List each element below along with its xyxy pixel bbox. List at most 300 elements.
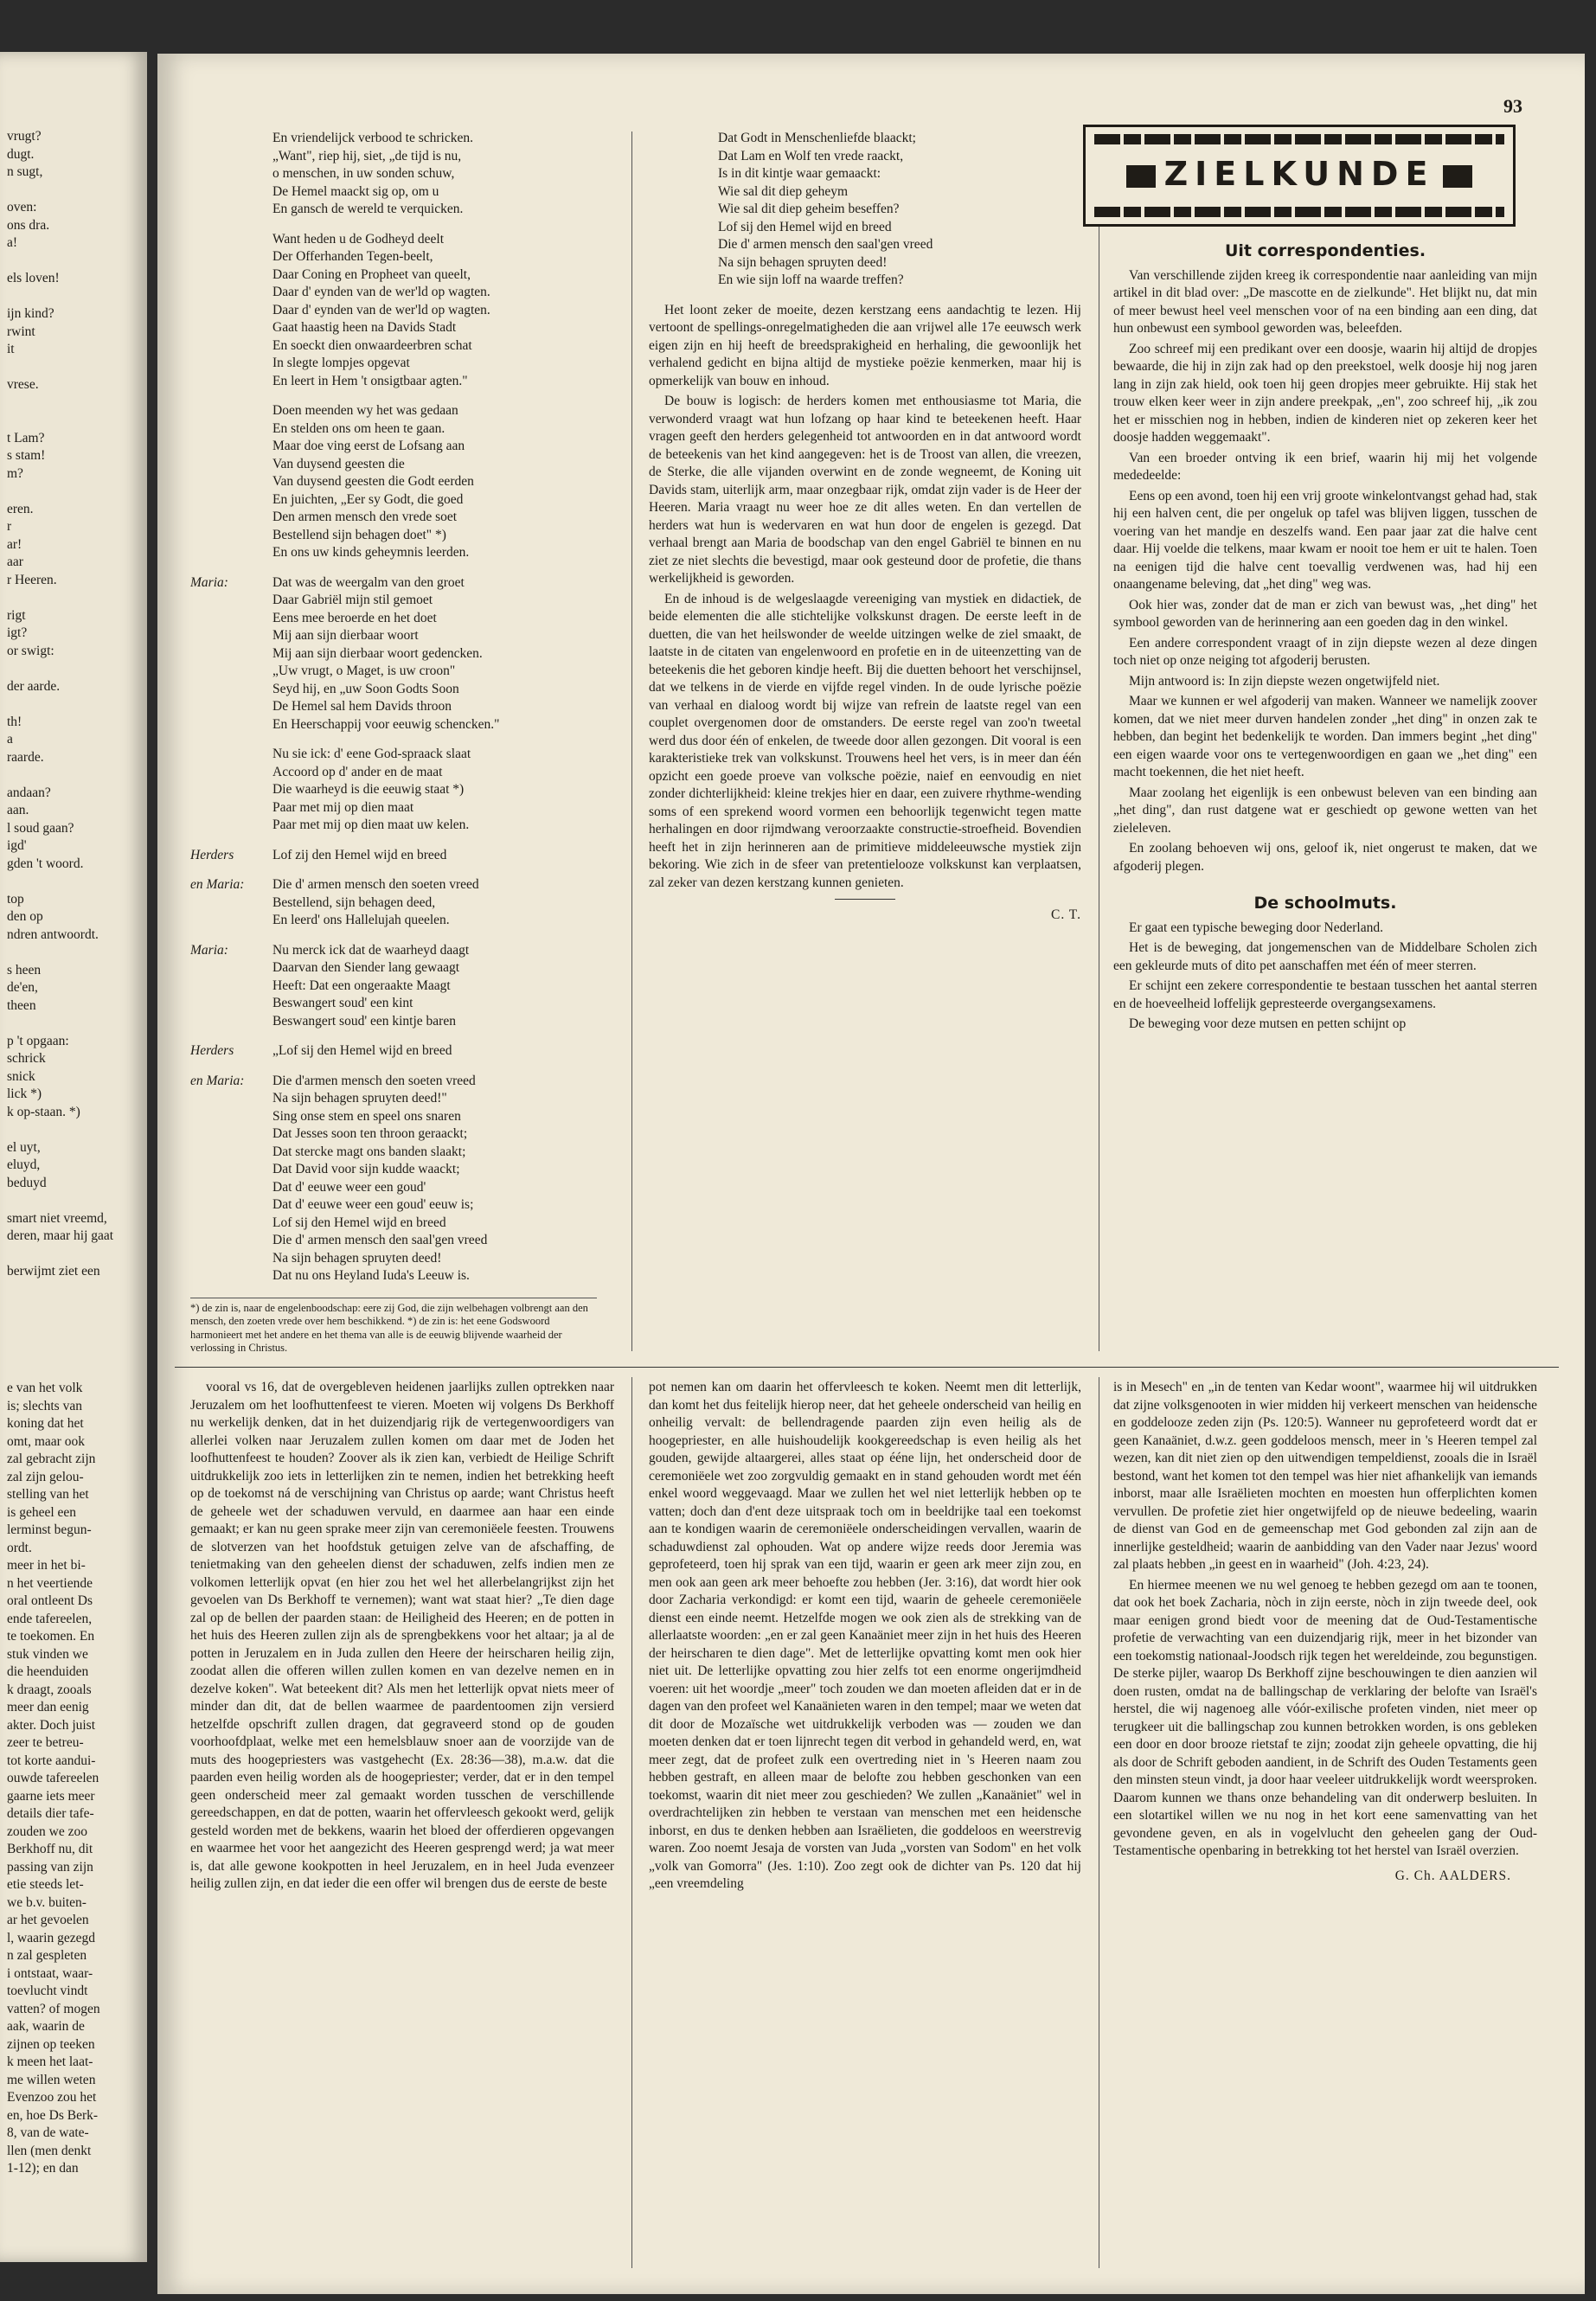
verse-line: lick *)	[7, 1086, 42, 1101]
verse-line: tot korte aandui-	[7, 1753, 96, 1768]
verse-line: i ontstaat, waar-	[7, 1965, 93, 1981]
dialogue-line	[190, 716, 597, 734]
verse-line: vrugt?	[7, 129, 42, 144]
verse-line: En leert in Hem 't onsigtbaar agten."	[272, 373, 468, 388]
right-page	[157, 54, 1585, 2294]
speaker-label	[190, 1215, 272, 1233]
verse-line: Paar met mij op dien maat	[272, 799, 414, 815]
dialogue-line	[190, 627, 597, 645]
verse-line: ons dra.	[7, 217, 50, 233]
verse-line	[7, 589, 145, 607]
verse-line: Wie sal dit diep geheym	[718, 183, 849, 199]
zielkunde-header	[1083, 125, 1516, 227]
ornament-block	[1443, 165, 1472, 188]
verse-line: aar	[7, 554, 23, 569]
schoolmuts-text	[1113, 920, 1537, 1034]
verse-line	[7, 660, 145, 678]
verse-line	[7, 182, 145, 200]
speaker-label	[190, 1267, 272, 1285]
speaker-label	[190, 627, 272, 645]
verse-line: Bestellend sijn behagen doet" *)	[272, 527, 446, 542]
dialogue-line	[190, 912, 597, 930]
bottom-column-2	[649, 1379, 1081, 2270]
verse-line: s heen	[7, 962, 42, 977]
verse-line: stelling van het	[7, 1487, 89, 1502]
verse-line: 1-12); en dan	[7, 2161, 79, 2176]
verse-line	[7, 1015, 145, 1033]
verse-line: Wie sal dit diep geheim beseffen?	[718, 202, 900, 216]
verse-line: igd'	[7, 838, 27, 853]
verse-line: En vriendelijck verbood te schricken.	[272, 131, 473, 145]
heading-correspondenties: Uit correspondenties.	[1224, 241, 1426, 260]
verse-line: Nu sie ick: d' eene God-spraack slaat	[272, 747, 471, 761]
verse-line: en, hoe Ds Berk-	[7, 2107, 99, 2123]
verse-line: te toekomen. En	[7, 1629, 95, 1644]
bottom-text: En hiermee meenen we nu wel genoeg te hebben gezegd om aan te toonen, dat ook het boek Zacharia, nòch in zijn eerste, nòch in zijn tweede deel, ook maar eenigen grond biedt voor de meening dat de Oud-Testamentische profetie de verwachting van een duizendjarig rijk, meer in het bizonder van een toekomstig nationaal-Joodsch rijk tegen het wereldeinde, zou begunstigen. De sterke pijler, waarop Ds Berkhoff zijne beschouwingen te dien aanzien wil doen rusten, omdat na de ballingschap de verklaring der belofte van Israël's herstel, die wij nagenoeg alle vóór-exilische profeten vinden, niet meer op terugkeer uit die ballingschap zou kunnen betrokken worden, is ons gebleken een door en door brooze rietstaf te zijn; zoodat zijn geheele opvatting, die hij als door de Schrift geboden aandient, in de Schrift des Ouden Testaments geen den minsten steun vindt, ja door haar veeleer uitdrukkelijk wordt weersproken. Daarom kunnen we thans onze behandeling van dit onderwerp besluiten. In een slotartikel willen we nu nog in het kort eene samenvatting van het gevondene geven, en als in vogelvlucht den geheelen gang der Oud-Testamentische openbaring in betrekking tot het herstel van Israël overzien.	[1113, 1577, 1537, 1858]
verse-line: „Uw vrugt, o Maget, is uw croon"	[272, 663, 456, 678]
verse-block	[190, 231, 597, 391]
speaker-label	[190, 610, 272, 628]
verse-line	[7, 394, 145, 413]
paragraph: Een andere correspondent vraagt of in zijn diepste wezen al deze dingen toch niet op onze neiging tot afgoderij berusten.	[1113, 635, 1537, 668]
zielkunde-column	[1113, 234, 1537, 1358]
paragraph: En zoolang behoeven wij ons, geloof ik, niet ongerust te maken, dat we afgoderij plegen.	[1113, 841, 1537, 874]
speaker-label: Herders	[190, 1043, 234, 1058]
dialogue-line	[190, 698, 597, 716]
speaker-label	[190, 681, 272, 699]
speaker-label	[190, 977, 272, 996]
verse-line: Dat Lam en Wolf ten vrede raackt,	[718, 148, 904, 163]
verse-line: is geheel een	[7, 1504, 77, 1520]
speaker-label: en Maria:	[190, 1073, 245, 1088]
verse-line: oven:	[7, 200, 37, 215]
paragraph: Mijn antwoord is: In zijn diepste wezen ongetwijfeld niet.	[1129, 673, 1440, 689]
verse-line: Paar met mij op dien maat uw kelen.	[272, 817, 470, 832]
dialogue-line	[190, 1090, 597, 1108]
verse-line: m?	[7, 465, 23, 481]
verse-line: or swigt:	[7, 643, 54, 658]
bottom-column-1	[190, 1379, 614, 2270]
dialogue-line	[190, 847, 597, 865]
dialogue-line	[190, 681, 597, 699]
dialogue-line	[190, 1013, 597, 1031]
verse-line: Na sijn behagen spruyten deed!	[718, 254, 888, 270]
verse-line: ordt.	[7, 1540, 32, 1555]
horizontal-rule	[175, 1367, 1559, 1368]
dialogue-line	[190, 1108, 597, 1126]
paragraph: Van verschillende zijden kreeg ik correspondentie naar aanleiding van mijn artikel in dit blad over: „De mascotte en de zielkunde". Het blijkt nu, dat min of meer bewust heel veel menschen voor of na een binding aan een ding, dat hun onbewust een symbool geworden was, beleefden.	[1113, 267, 1537, 336]
page-number: 93	[1503, 95, 1522, 117]
paragraph: Er gaat een typische beweging door Nederland.	[1129, 920, 1383, 935]
verse-line: omt, maar ook	[7, 1433, 85, 1449]
bottom-text: vooral vs 16, dat de overgebleven heidenen jaarlijks zullen optrekken naar Jeruzalem om het loofhuttenfeest te vieren. Moeten wij volgens Ds Berkhoff nu werkelijk denken, dat in het duizendjarig rijk de vertegenwoordigers van allerlei volken naar Jeruzalem zullen komen om daar met de Joden het loofhuttenfeest te houden? Zoover als ik zien kan, verbiedt de Heilige Schrift uitdrukkelijk zoo iets in letterlijken zin te nemen, indien het betrekking heeft op de toekomst ná de verschijning van Christus op aarde; want Christus heeft de geheele wet der schaduwen vervuld, en daarmee aan haar een einde gemaakt; er kan nu geen sprake meer zijn van ceremoniëele feesten. Trouwens de slotverzen van het hoofdstuk getuigen zelve van de afschaffing, de tenietmaking van den geheelen dienst der schaduwen, zelfs indien men ze volkomen letterlijk opvat (en hier zou het wel het allerbelangrijkst zijn het gevoelen van Ds Berkhoff te vernemen); want wat staat hier? „Te dien dage zal op de bellen der paarden staan: de Heiligheid des Heeren; en de potten in het huis des Heeren zullen zijn als de sprengbekkens voor het altaar; ja al de potten in Jeruzalem en in Juda zullen den Heere der heirscharen heilig zijn, zoodat allen die offeren willen zullen komen en van dezelve nemen en in dezelve koken". Wat beteekent dit? Als men het letterlijk opvat niets meer of minder dan dit, dat de bellen waarmee de paardentoomen zijn versierd hetzelfde opschrift zullen dragen, dat gegraveerd stond op de gouden voorhoofdplaat, welke met een hemelsblauw snoer aan de voorzijde van de muts des hoogepriesters was vastgehecht (Ex. 28:36—38), m.a.w. dat die paarden even heilig worden als de hoogepriester; verder, dat er in den tempel geen onderscheid meer zal gemaakt worden tusschen de verschillende gereedschappen, en dat de potten, waarin het offervleesch gekookt werd, gelijk gesteld worden met de bekkens, waarin het bloed der offerdieren opgevangen en waarmee het voor het aangezicht des Heeren gesprengd werd; ja wat meer is, dat alle gewone kookpotten in heel Jeruzalem, en in heel Juda evenzeer heilig zullen zijn, en dat ieder die een offer wil brengen dus de eerste de beste	[190, 1380, 614, 1891]
verse-line: e van het volk	[7, 1381, 83, 1395]
verse-line: zouden we zoo	[7, 1823, 87, 1839]
verse-line: Die d' armen mensch den soeten vreed	[272, 877, 479, 892]
verse-line: top	[7, 891, 24, 907]
verse-line	[7, 359, 145, 377]
paragraph: Ook hier was, zonder dat de man er zich van bewust was, „het ding" het symbool geworden van de herinnering aan een goeden dag in den winkel.	[1113, 597, 1537, 630]
left-page-top-fragments	[7, 128, 145, 1356]
verse-line: En stelden ons om heen te gaan.	[272, 420, 445, 436]
verse-line: it	[7, 342, 15, 356]
verse-line: k meen het laat-	[7, 2054, 93, 2069]
verse-line: Is in dit kintje waar gemaackt:	[718, 166, 881, 181]
verse-line: passing van zijn	[7, 1859, 93, 1875]
verse-line: s stam!	[7, 448, 46, 463]
dialogue-line	[190, 1073, 597, 1091]
verse-line: snick	[7, 1068, 35, 1084]
verse-line: ijn kind?	[7, 306, 54, 321]
bottom-text: pot nemen kan om daarin het offervleesch te koken. Neemt men dit letterlijk, dan komt het dus feitelijk hierop neer, dat het geheele onderscheid van heilig en onheilig vervalt: de bellendragende paarden zijn even heilig als de hoogepriester, en alle huishoudelijk kookgereedschap is even heilig als het gouden, gewijde altaargerei, alles staat op ééne lijn, het onderscheid door de ceremoniëele wet zoo zorgvuldig gemaakt en in stand gehouden wordt met één enkel woord weggevaagd. Maar we zullen het wel niet letterlijk hebben op te vatten; doch dan d'ent deze uitspraak toch om in beeldrijke taal een toekomst aan te kondigen waarin de ceremoniëele onderscheidingen vervallen, waarin de schaduwdienst zal ophouden. Wat op andere wijze reeds door Jeremia was geprofeteerd, toen hij sprak van een tijd, waarin er geen ark meer zijn zou, en men ook aan geen ark meer behoefte zou hebben (Jer. 3:16), dat wordt hier ook door Zacharia verkondigd: er komt een tijd, waarin de geheele ceremoniëele dienst een einde neemt. Hetzelfde mogen we ook zien als de strekking van de allerlaatste woorden: „en er zal geen Kanaäniet meer zijn in het huis des Heeren der heirscharen te dien dage". Met de letterlijke opvatting komt men ook hier niet uit. De letterlijke opvatting zou hier zelfs tot een enorme ongerijmdheid voeren: uit het woordje „meer" toch zouden we dan moeten afleiden dat er in de dagen van den profeet wel Kanaänieten waren in den tempel; maar we weten dat dit door de Mozaïsche wet uitdrukkelijk verboden was — zouden we dan moeten denken dat er toen lijnrecht tegen dit verbod in gehandeld werd, en, wat meer zegt, dat de profeet zulk een overtreding niet in 's Heeren naam zou hebben gestraft, en alleen maar de belofte zou hebben geschonken van een toekomst, waarin dit niet meer zou geschieden? We zullen „Kanaäniet" wel in overdrachtelijken zin hebben te verstaan van menschen met een heidensche inborst, en dus te denken hebben aan Israëlieten, die goddeloos en weerstrevig waren. Zoo noemt Jesaja de vorsten van Juda „vorsten van Sodom" en het volk „volk van Gomorra" (Jes. 1:10). Zoo zegt ook de dichter van Ps. 120 dat hij „een vreemdeling	[649, 1380, 1081, 1891]
verse-line: stuk vinden we	[7, 1646, 88, 1662]
speaker-label	[190, 645, 272, 663]
verse-line	[7, 1246, 145, 1264]
verse-line	[7, 288, 145, 306]
verse-line: schrick	[7, 1051, 46, 1066]
verse-line: oral ontleent Ds	[7, 1593, 93, 1608]
speaker-label	[190, 592, 272, 610]
verse-line: els loven!	[7, 271, 60, 285]
verse-line: zeer te betreu-	[7, 1735, 84, 1750]
verse-line: beduyd	[7, 1175, 47, 1190]
verse-line: raarde.	[7, 749, 44, 765]
dialogue-line	[190, 1042, 597, 1061]
verse-line: 8, van de wate-	[7, 2125, 89, 2140]
verse-line: rigt	[7, 607, 26, 623]
speaker-label	[190, 799, 272, 817]
verse-line: „Lof sij den Hemel wijd en breed	[272, 1043, 452, 1058]
paragraph: Eens op een avond, toen hij een vrij groote winkelontvangst gehad had, stak hij een halven cent, die per ongeluk op tafel was blijven liggen, tusschen de voering van het mandje en deszelfs wand. Een paar jaar zat die halve cent daar. Hij voelde die telkens, maar kwam er nooit toe hem er uit te halen. Toen na eenigen tijd die halve cent toevallig verdwenen was, had hij een onaangename beleving, dat „het ding" weg was.	[1113, 488, 1537, 592]
paragraph: Het is de beweging, dat jongemenschen van de Middelbare Scholen zich een gekleurde muts of dito pet aanschaffen met één of meer sterren.	[1113, 940, 1537, 973]
dialogue-line	[190, 592, 597, 610]
dialogue-line	[190, 1232, 597, 1250]
verse-line: Die d' armen mensch den saal'gen vreed	[718, 237, 933, 252]
dialogue-line	[190, 1250, 597, 1268]
paragraph: Er schijnt een zekere correspondentie te bestaan tusschen het aantal sterren en de hoeveelheid loffelijk gepresteerde overgangsexamens.	[1113, 978, 1537, 1011]
dialogue-line	[190, 663, 597, 681]
paragraph: Van een broeder ontving ik een brief, waarin hij mij het volgende mededeelde:	[1113, 450, 1537, 483]
speaker-label	[190, 698, 272, 716]
paragraph: Maar zoolang het eigenlijk is een onbewust beleven van een binding aan „het ding", dan rust datgene wat er geschiedt op gewone wetten van het zieleleven.	[1113, 785, 1537, 836]
speaker-label	[190, 716, 272, 734]
verse-line: el uyt,	[7, 1139, 41, 1155]
verse-line: Maar doe ving eerst de Lofsang aan	[272, 439, 465, 453]
verse-line: Nu merck ick dat de waarheyd daagt	[272, 942, 470, 958]
verse-line: we b.v. buiten-	[7, 1894, 87, 1910]
verse-line: a	[7, 732, 13, 747]
verse-line: me willen weten	[7, 2072, 96, 2087]
verse-line	[7, 1121, 145, 1139]
verse-line: Evenzoo zou het	[7, 2090, 97, 2105]
verse-line: aan.	[7, 803, 29, 817]
verse-line: Dat d' eeuwe weer een goud'	[272, 1179, 426, 1195]
verse-line	[7, 253, 145, 271]
section-title-text: ZIELKUNDE	[1163, 155, 1435, 193]
speaker-label	[190, 746, 272, 764]
verse-line: Eens mee beroerde en het doet	[272, 610, 437, 625]
verse-line: Daar Gabriël mijn stil gemoet	[272, 593, 433, 607]
paragraph: En de inhoud is de welgeslaagde vereeniging van mystiek en didactiek, de beide elementen die alle stichtelijke volkskunst dragen. De eerste leeft in de duetten, die van het heilswonder de weelde uitzingen welke de ziel smaakt, de laatste in de citaten van engelenwoord en profetie en in de uiteenzetting van de beteekenis die het geboren kindje heeft. Bij die duetten behoort het verschijnsel, dat we telkens in de vierde en vijfde regel vinden. In de oude lyrische poëzie van verhaal en dialoog wordt bij wijze van refrein de laatste regel van een couplet overgenomen door de omstanders. De eerste regel van zoo'n tweetal werd dus door één of enkelen, de tweede door allen gezongen. Dit vooral is een karakteristieke trek van volkskunst. Trouwens heel het vers, is in meer dan één opzicht een goede proeve van volksche poëzie, naief en eenvoudig en niet zonder dichterlijkheid: kleine trekjes hier en daar, een zuivere rhythme-wending soms of een sprekend woord vormen een behoorlijk tegenwicht tegen matte herhalingen en door rijmdwang veroorzaakte constructie-stroefheid. Bovendien heeft het in zijn herinneren aan de primitieve middeleeuwsche mystiek zijn bekoring. Wie zich in de sfeer van pretentielooze volkskunst kan verplaatsen, zal zeker van dezen kerstzang kunnen genieten.	[649, 591, 1081, 890]
verse-line: aak, waarin de	[7, 2019, 85, 2034]
verse-line: Die waarheyd is die eeuwig staat *)	[272, 782, 465, 797]
dialogue-line	[190, 876, 597, 894]
verse-line: die heenduiden	[7, 1664, 89, 1679]
verse-line: Dat stercke magt ons banden slaakt;	[272, 1144, 466, 1159]
dialogue-line	[190, 894, 597, 913]
verse-line: akter. Doch juist	[7, 1717, 96, 1733]
paragraph: Het loont zeker de moeite, dezen kerstzang eens aandachtig te lezen. Hij vertoont de spellings-onregelmatigheden die aan vrijwel alle 17e eeuwsch werk eigen zijn en hij heeft de breedsprakigheid en herhaling, die gewoonlijk het verhalend gedicht en bijna altijd de mystieke poëzie kenmerken, maar hij is opmerkelijk van bouw en inhoud.	[649, 302, 1081, 388]
paragraph: De bouw is logisch: de herders komen met enthousiasme tot Maria, die verwonderd vraagt wat hun lofzang op haar kind te beteekenen heeft. Haar vragen geeft den herders gelegenheid tot antwoorden en in dat antwoord wordt de beteekenis van het kind aangegeven: het is de Troost van allen, die vreezen, de Sterke, die alle vijanden overwint en de zonde wegneemt, de Koning uit Davids stam, uiterlijk arm, maar onzegbaar rijk, omdat zijn vader is de Heer der Heeren. Maria vraagt nu weer hoe ze dit alles weten. En dan vertellen de herders wat hun is wedervaren en wat hun door de engelen is gezegd. Dat verhaal brengt aan Maria de boodschap van den engel Gabriël te binnen en nu ziet ze niet slechts die bevestigd, maar ook gesteund door de profetie, die thans werkelijkheid is geworden.	[649, 394, 1081, 586]
verse-line: details dier tafe-	[7, 1806, 94, 1821]
verse-line: Lof sij den Hemel wijd en breed	[272, 1215, 446, 1230]
dialogue-line	[190, 942, 597, 960]
verse-line: In slegte lompjes opgevat	[272, 356, 410, 370]
verse-line: En leerd' ons Hallelujah queelen.	[272, 913, 450, 927]
verse-line	[7, 873, 145, 891]
verse-line: Daarvan den Siender lang gewaagt	[272, 960, 460, 975]
verse-line: toevlucht vindt	[7, 1984, 88, 1998]
verse-line: t Lam?	[7, 430, 45, 445]
verse-line	[7, 412, 145, 430]
dialogue-line	[190, 1144, 597, 1162]
dialogue-block	[190, 1073, 597, 1285]
verse-line: Dat d' eeuwe weer een goud' eeuw is;	[272, 1197, 474, 1212]
ornament-bar	[1094, 207, 1504, 217]
speaker-label: en Maria:	[190, 877, 245, 892]
speaker-label	[190, 1013, 272, 1031]
speaker-label	[190, 781, 272, 799]
speaker-label	[190, 959, 272, 977]
ornament-block	[1126, 165, 1156, 188]
verse-line: zal gebracht zijn	[7, 1452, 96, 1466]
verse-line: Daar d' eynden van de wer'ld op wagten.	[272, 285, 490, 299]
verse-line: theen	[7, 997, 36, 1013]
speaker-label	[190, 663, 272, 681]
speaker-label	[190, 1179, 272, 1197]
verse-line: Dat David voor sijn kudde waackt;	[272, 1162, 460, 1176]
speaker-label: Maria:	[190, 574, 228, 590]
verse-line: Van duysend geesten die	[272, 456, 405, 471]
poem-footnote: *) de zin is, naar de engelenboodschap: eere zij God, die zijn welbehagen volbrengt aan den mensch, den zoeten vrede over hem beschikkend. *) de zin is: het eene Godswoord harmonieert met het andere en het thema van alle is de eeuwig blijvende waarheid der verlossing in Christus.	[190, 1298, 597, 1356]
verse-line: Na sijn behagen spruyten deed!	[272, 1250, 442, 1266]
dialogue-line	[190, 1161, 597, 1179]
verse-line: dugt.	[7, 146, 35, 162]
dialogue-line	[190, 799, 597, 817]
verse-line: Der Offerhanden Tegen-beelt,	[272, 249, 433, 264]
verse-line	[7, 695, 145, 714]
dialogue-line	[190, 1267, 597, 1285]
verse-line: vrese.	[7, 377, 39, 392]
dialogue-line	[190, 764, 597, 782]
dialogue-line	[190, 574, 597, 593]
verse-line: berwijmt ziet een	[7, 1264, 100, 1279]
verse-line: ar het gevoelen	[7, 1913, 89, 1927]
verse-line: eren.	[7, 501, 34, 516]
verse-line: n sugt,	[7, 164, 43, 179]
dialogue-line	[190, 995, 597, 1013]
dialogue-line	[190, 1125, 597, 1144]
verse-line: En juichten, „Eer sy Godt, die goed	[272, 491, 464, 507]
verse-line: Die d'armen mensch den soeten vreed	[272, 1073, 476, 1088]
speaker-label	[190, 1196, 272, 1215]
verse-line: th!	[7, 714, 22, 729]
poem-column	[190, 130, 597, 1358]
verse-line: Mij aan sijn dierbaar woort gedencken.	[272, 645, 483, 661]
verse-line: Dat Godt in Menschenliefde blaackt;	[718, 131, 916, 145]
verse-line: a!	[7, 235, 18, 250]
verse-line: Heeft: Dat een ongeraakte Maagt	[272, 977, 451, 993]
verse-line: Accoord op d' ander en de maat	[272, 764, 443, 779]
section-title	[1086, 155, 1513, 193]
verse-line: den op	[7, 909, 43, 924]
speaker-label	[190, 1250, 272, 1268]
verse-line: Mij aan sijn dierbaar woort	[272, 628, 419, 643]
verse-line: De Hemel maackt sig op, om u	[272, 183, 439, 199]
divider	[835, 899, 895, 900]
left-page-edge	[0, 52, 147, 2262]
verse-line: etie steeds let-	[7, 1877, 84, 1892]
verse-line: Seyd hij, en „uw Soon Godts Soon	[272, 681, 459, 696]
verse-line: r Heeren.	[7, 572, 57, 587]
verse-line: Na sijn behagen spruyten deed!"	[272, 1091, 447, 1106]
verse-line: Sing onse stem en speel ons snaren	[272, 1108, 461, 1124]
correspondenties-text	[1113, 267, 1537, 876]
verse-line	[7, 944, 145, 962]
dialogue-line	[190, 959, 597, 977]
dialogue-block	[190, 942, 597, 1031]
verse-line: de'en,	[7, 980, 38, 995]
article-signature: G. Ch. AALDERS.	[1394, 1868, 1511, 1883]
verse-block	[190, 402, 597, 562]
paragraph: De beweging voor deze mutsen en petten schijnt op	[1129, 1016, 1407, 1031]
verse-line: Dat Jesses soon ten throon geraackt;	[272, 1126, 468, 1141]
verse-line: En soeckt dien onwaardeerbren schat	[272, 337, 472, 353]
bottom-text: is in Mesech" en „in de tenten van Kedar woont", waarmee hij wil uitdrukken dat zijne volksgenooten in wier midden hij verkeert menschen van heidensche en goddelooze zeden zijn (Ps. 120:5). Wanneer nu geprofeteerd wordt dat er geen Kanaäniet, d.w.z. geen goddeloos mensch, meer in 's Heeren tempel zal wezen, kan dit niet zien op den uitwendigen tempeldienst, zooals die in Israël bestond, want het komen tot den tempel was hier niet afhankelijk van iemands inborst, maar alle Israëlieten mochten en moesten hun offerplichten komen vervullen. De profetie ziet hier ongetwijfeld op de nieuwe bedeeling, waarin de dienst van God en de gemeenschap met God gebonden zal zijn aan de innerlijke gesteldheid; waarin de aanbidding van den Vader naar Jezus' woord zal plaats hebben „in geest en in waarheid" (Joh. 4:23, 24).	[1113, 1380, 1537, 1572]
verse-line: ndren antwoordt.	[7, 926, 99, 942]
dialogue-line	[190, 645, 597, 663]
verse-line: p 't opgaan:	[7, 1033, 69, 1048]
commentary-column	[649, 130, 1081, 1358]
dialogue-block	[190, 876, 597, 930]
verse-line: eluyd,	[7, 1157, 41, 1172]
verse-block	[649, 130, 1081, 290]
verse-line: l, waarin gezegd	[7, 1930, 95, 1945]
verse-line: Doen meenden wy het was gedaan	[272, 403, 458, 418]
left-page-bottom-fragments	[7, 1380, 145, 2262]
verse-line	[7, 1192, 145, 1210]
dialogue-block	[190, 746, 597, 835]
ornament-bar	[1094, 134, 1504, 144]
verse-line: r	[7, 519, 12, 534]
verse-line: Die d' armen mensch den saal'gen vreed	[272, 1233, 488, 1247]
verse-line: andaan?	[7, 785, 51, 800]
dialogue-block	[190, 847, 597, 865]
verse-line: lerminst begun-	[7, 1522, 92, 1537]
dialogue-block	[190, 574, 597, 734]
speaker-label	[190, 1090, 272, 1108]
column-rule	[631, 131, 632, 1351]
verse-line: is; slechts van	[7, 1398, 82, 1413]
paragraph: Zoo schreef mij een predikant over een doosje, waarin hij altijd de dropjes bewaarde, die hij in zijn zak had op den preekstoel, welk doosje hij nog jaren lang in zijn zak hield, ook toen hij geen dropjes meer gebruikte. Hij stak het trouw elken keer weer in zijn andere preekpak, „en", zoo schreef hij, „ik zou het er misschien nog in hebben, indien de kinderen niet op zekeren keer het doosje hadden weggemaakt".	[1113, 341, 1537, 445]
heading-schoolmuts: De schoolmuts.	[1253, 894, 1397, 913]
verse-line: o menschen, in uw sonden schuw,	[272, 166, 455, 181]
verse-line	[7, 766, 145, 785]
verse-line: Lof zij den Hemel wijd en breed	[272, 847, 447, 862]
verse-line: vatten? of mogen	[7, 2001, 100, 2016]
bottom-column-3	[1113, 1379, 1537, 2270]
verse-line: meer in het bi-	[7, 1558, 86, 1573]
verse-line: En Heerschappij voor eeuwig schencken."	[272, 716, 500, 732]
verse-line: llen (men denkt	[7, 2143, 92, 2158]
verse-line: zijnen op teeken	[7, 2036, 95, 2052]
verse-line: Dat was de weergalm van den groet	[272, 574, 465, 590]
commentary-text	[649, 302, 1081, 893]
speaker-label	[190, 1232, 272, 1250]
verse-line	[7, 483, 145, 501]
dialogue-line	[190, 1196, 597, 1215]
verse-line: ar!	[7, 536, 22, 552]
speaker-label	[190, 1144, 272, 1162]
dialogue-line	[190, 1215, 597, 1233]
verse-line: Gaat haastig heen na Davids Stadt	[272, 320, 457, 335]
dialogue-line	[190, 977, 597, 996]
verse-line: En wie sijn loff na waarde treffen?	[718, 272, 904, 287]
verse-line: Daar d' eynden van de wer'ld op wagten.	[272, 302, 490, 317]
speaker-label: Herders	[190, 847, 234, 862]
speaker-label: Maria:	[190, 942, 228, 958]
verse-line: Want heden u de Godheyd deelt	[272, 231, 445, 247]
verse-line: l soud gaan?	[7, 820, 74, 836]
speaker-label	[190, 1161, 272, 1179]
verse-line: rwint	[7, 324, 35, 339]
dialogue-block	[190, 1042, 597, 1061]
verse-line: Den armen mensch den vrede soet	[272, 510, 458, 524]
verse-line: ouwde tafereelen	[7, 1771, 99, 1785]
speaker-label	[190, 912, 272, 930]
verse-line: „Want", riep hij, siet, „de tijd is nu,	[272, 148, 462, 163]
verse-line: gaarne iets meer	[7, 1788, 95, 1804]
column-rule	[631, 1377, 632, 2268]
dialogue-line	[190, 746, 597, 764]
commentary-signature: C. T.	[1050, 907, 1081, 922]
speaker-label	[190, 894, 272, 913]
verse-line: zal zijn gelou-	[7, 1469, 84, 1484]
verse-line: der aarde.	[7, 678, 61, 694]
verse-line: Daar Coning en Propheet van queelt,	[272, 266, 471, 282]
dialogue-line	[190, 781, 597, 799]
verse-line: Berkhoff nu, dit	[7, 1842, 93, 1856]
dialogue-line	[190, 610, 597, 628]
verse-line: Van duysend geesten die Godt eerden	[272, 474, 474, 489]
verse-line: gden 't woord.	[7, 856, 84, 871]
verse-line: En gansch de wereld te verquicken.	[272, 202, 464, 216]
verse-line: ende tafereelen,	[7, 1611, 93, 1626]
speaker-label	[190, 1108, 272, 1126]
speaker-label	[190, 1125, 272, 1144]
verse-line: deren, maar hij gaat	[7, 1228, 114, 1243]
dialogue-line	[190, 1179, 597, 1197]
verse-block	[190, 130, 597, 219]
paragraph: Maar we kunnen er wel afgoderij van maken. Wanneer we namelijk zoover komen, dat we niet meer durven handelen zonder „het ding" in onzen zak te hebben, dan begint het bedenkelijk te worden. Dan immers begint „het ding" een eigen waarde voor ons te vertegenwoordigen en gaan we „het ding" een macht toekennen, die het niet heeft.	[1113, 694, 1537, 779]
verse-line: n zal gespleten	[7, 1948, 87, 1963]
verse-line: En ons uw kinds geheymnis leerden.	[272, 545, 470, 560]
dialogue-line	[190, 817, 597, 835]
verse-line: De Hemel sal hem Davids throon	[272, 699, 452, 714]
verse-line: Lof sij den Hemel wijd en breed	[718, 219, 892, 234]
dialogue	[190, 574, 597, 1285]
verse-line: k draagt, zooals	[7, 1682, 92, 1697]
